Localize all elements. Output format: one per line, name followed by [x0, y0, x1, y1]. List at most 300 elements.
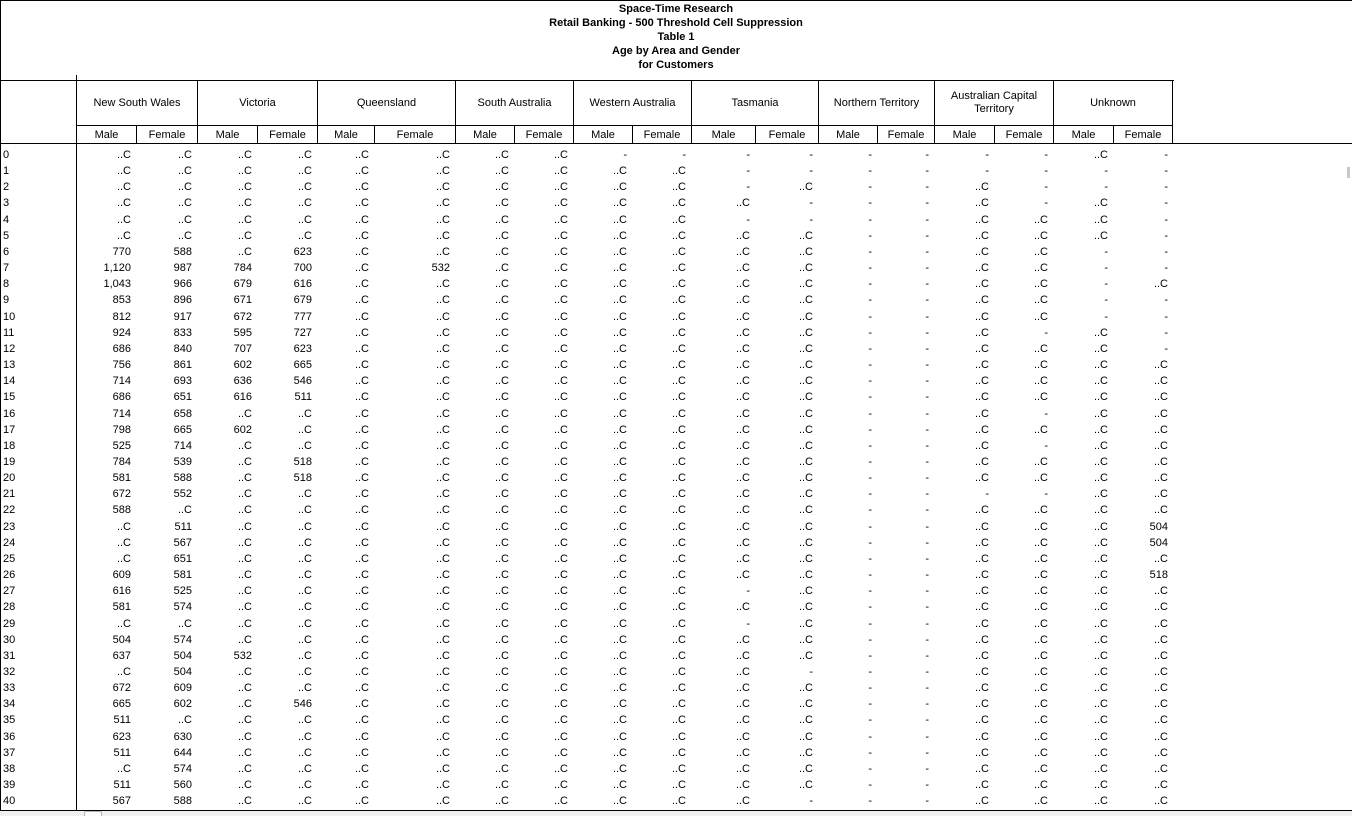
data-cell[interactable]: ..C [553, 633, 568, 646]
data-cell[interactable]: - [925, 746, 929, 759]
data-cell[interactable]: 679 [293, 294, 312, 307]
data-cell[interactable]: ..C [553, 649, 568, 662]
data-cell[interactable]: ..C [435, 504, 450, 517]
data-cell[interactable]: - [868, 762, 872, 775]
data-cell[interactable]: ..C [116, 213, 131, 226]
vertical-scrollbar-thumb[interactable] [1347, 167, 1350, 178]
data-cell[interactable]: 511 [113, 746, 131, 759]
data-cell[interactable]: ..C [553, 730, 568, 743]
data-cell[interactable]: - [925, 278, 929, 291]
data-cell[interactable]: ..C [553, 779, 568, 792]
data-cell[interactable]: ..C [116, 762, 131, 775]
data-cell[interactable]: ..C [798, 520, 813, 533]
data-cell[interactable]: ..C [494, 342, 509, 355]
data-cell[interactable]: - [925, 326, 929, 339]
data-cell[interactable]: ..C [1033, 633, 1048, 646]
data-cell[interactable]: 707 [233, 342, 252, 355]
data-cell[interactable]: ..C [237, 714, 252, 727]
data-cell[interactable]: 679 [233, 278, 252, 291]
data-cell[interactable]: ..C [435, 730, 450, 743]
data-cell[interactable]: ..C [435, 391, 450, 404]
age-row-label[interactable]: 0 [3, 149, 10, 161]
data-cell[interactable]: - [868, 149, 872, 161]
data-cell[interactable]: - [1164, 294, 1168, 307]
data-cell[interactable]: - [925, 762, 929, 775]
data-cell[interactable]: ..C [553, 536, 568, 549]
age-row-label[interactable]: 30 [3, 633, 16, 646]
age-row-label[interactable]: 7 [3, 262, 10, 275]
data-cell[interactable]: ..C [494, 245, 509, 258]
data-cell[interactable]: ..C [1093, 617, 1108, 630]
data-cell[interactable]: ..C [494, 213, 509, 226]
data-cell[interactable]: ..C [798, 746, 813, 759]
data-cell[interactable]: 574 [173, 762, 192, 775]
data-cell[interactable]: ..C [974, 795, 989, 808]
data-cell[interactable]: ..C [1033, 601, 1048, 614]
data-cell[interactable]: ..C [494, 229, 509, 242]
data-cell[interactable]: ..C [354, 423, 369, 436]
data-cell[interactable]: 560 [173, 779, 192, 792]
data-cell[interactable]: ..C [974, 359, 989, 372]
data-cell[interactable]: ..C [974, 649, 989, 662]
data-cell[interactable]: - [925, 423, 929, 436]
data-cell[interactable]: ..C [177, 149, 192, 161]
data-cell[interactable]: - [868, 472, 872, 485]
data-cell[interactable]: 609 [112, 569, 131, 582]
data-cell[interactable]: - [925, 391, 929, 404]
data-cell[interactable]: ..C [435, 197, 450, 210]
data-cell[interactable]: ..C [354, 746, 369, 759]
data-cell[interactable]: 546 [293, 375, 312, 388]
data-cell[interactable]: ..C [1033, 359, 1048, 372]
data-cell[interactable]: ..C [612, 520, 627, 533]
data-cell[interactable]: ..C [494, 455, 509, 468]
data-cell[interactable]: ..C [494, 294, 509, 307]
data-cell[interactable]: ..C [435, 552, 450, 565]
data-cell[interactable]: - [925, 359, 929, 372]
data-cell[interactable]: ..C [612, 310, 627, 323]
data-cell[interactable]: ..C [612, 197, 627, 210]
data-cell[interactable]: ..C [354, 552, 369, 565]
data-cell[interactable]: ..C [974, 762, 989, 775]
data-cell[interactable]: ..C [671, 165, 686, 178]
data-cell[interactable]: ..C [974, 617, 989, 630]
data-cell[interactable]: - [746, 165, 750, 178]
data-cell[interactable]: 693 [173, 375, 192, 388]
data-cell[interactable]: ..C [494, 197, 509, 210]
data-cell[interactable]: ..C [735, 326, 750, 339]
data-cell[interactable]: 896 [173, 294, 192, 307]
data-cell[interactable]: - [868, 213, 872, 226]
data-cell[interactable]: ..C [553, 326, 568, 339]
data-cell[interactable]: ..C [116, 666, 131, 678]
data-cell[interactable]: - [868, 455, 872, 468]
data-cell[interactable]: ..C [297, 682, 312, 695]
gender-header-cell[interactable]: Male [197, 126, 257, 144]
data-cell[interactable]: ..C [974, 245, 989, 258]
data-cell[interactable]: ..C [116, 536, 131, 549]
data-cell[interactable]: ..C [1093, 326, 1108, 339]
age-row-label[interactable]: 13 [3, 359, 16, 372]
data-cell[interactable]: ..C [798, 359, 813, 372]
data-cell[interactable]: ..C [671, 649, 686, 662]
data-cell[interactable]: ..C [553, 698, 568, 711]
data-cell[interactable]: - [1164, 229, 1168, 242]
data-cell[interactable]: ..C [1093, 666, 1108, 678]
data-cell[interactable]: ..C [798, 536, 813, 549]
data-cell[interactable]: ..C [237, 488, 252, 501]
data-cell[interactable]: 581 [112, 601, 131, 614]
data-cell[interactable]: ..C [1093, 698, 1108, 711]
data-cell[interactable]: 651 [173, 552, 192, 565]
data-cell[interactable]: ..C [237, 536, 252, 549]
data-cell[interactable]: ..C [435, 617, 450, 630]
data-cell[interactable]: 518 [293, 455, 312, 468]
data-cell[interactable]: ..C [1153, 504, 1168, 517]
data-cell[interactable]: ..C [1033, 342, 1048, 355]
data-cell[interactable]: ..C [671, 536, 686, 549]
data-cell[interactable]: - [925, 455, 929, 468]
age-row-label[interactable]: 27 [3, 585, 16, 598]
data-cell[interactable]: ..C [798, 762, 813, 775]
data-cell[interactable]: - [925, 795, 929, 808]
data-cell[interactable]: ..C [1153, 682, 1168, 695]
data-cell[interactable]: ..C [735, 342, 750, 355]
data-cell[interactable]: - [1044, 165, 1048, 178]
data-cell[interactable]: ..C [1153, 779, 1168, 792]
area-header-cell[interactable]: Tasmania [691, 81, 818, 125]
data-cell[interactable]: ..C [1153, 762, 1168, 775]
data-cell[interactable]: - [1044, 488, 1048, 501]
data-cell[interactable]: ..C [798, 375, 813, 388]
data-cell[interactable]: ..C [553, 601, 568, 614]
data-cell[interactable]: ..C [116, 197, 131, 210]
age-row-label[interactable]: 15 [3, 391, 16, 404]
data-cell[interactable]: ..C [735, 472, 750, 485]
data-cell[interactable]: ..C [671, 294, 686, 307]
age-row-label[interactable]: 6 [3, 245, 10, 258]
data-cell[interactable]: ..C [612, 682, 627, 695]
data-cell[interactable]: - [925, 342, 929, 355]
data-cell[interactable]: ..C [237, 795, 252, 808]
data-cell[interactable]: - [868, 666, 872, 678]
data-cell[interactable]: ..C [974, 229, 989, 242]
data-cell[interactable]: ..C [1093, 391, 1108, 404]
data-cell[interactable]: 588 [112, 504, 131, 517]
data-cell[interactable]: ..C [798, 779, 813, 792]
data-cell[interactable]: 727 [293, 326, 312, 339]
data-cell[interactable]: ..C [1153, 746, 1168, 759]
data-cell[interactable]: - [868, 488, 872, 501]
data-cell[interactable]: ..C [177, 229, 192, 242]
data-cell[interactable]: ..C [553, 714, 568, 727]
data-cell[interactable]: - [868, 342, 872, 355]
data-cell[interactable]: ..C [435, 165, 450, 178]
data-cell[interactable]: ..C [612, 439, 627, 452]
data-cell[interactable]: ..C [494, 520, 509, 533]
data-cell[interactable]: - [1164, 310, 1168, 323]
data-cell[interactable]: ..C [1093, 601, 1108, 614]
age-row-label[interactable]: 26 [3, 569, 16, 582]
data-cell[interactable]: ..C [435, 649, 450, 662]
data-cell[interactable]: ..C [553, 520, 568, 533]
data-cell[interactable]: ..C [494, 391, 509, 404]
area-header-cell[interactable]: Western Australia [573, 81, 691, 125]
data-cell[interactable]: ..C [494, 149, 509, 161]
data-cell[interactable]: ..C [297, 795, 312, 808]
data-cell[interactable]: ..C [612, 730, 627, 743]
data-cell[interactable]: ..C [435, 779, 450, 792]
data-cell[interactable]: ..C [612, 552, 627, 565]
data-cell[interactable]: ..C [354, 666, 369, 678]
data-cell[interactable]: ..C [671, 423, 686, 436]
data-cell[interactable]: ..C [1033, 746, 1048, 759]
data-cell[interactable]: 567 [173, 536, 192, 549]
data-cell[interactable]: ..C [671, 375, 686, 388]
data-cell[interactable]: ..C [974, 730, 989, 743]
data-cell[interactable]: - [925, 585, 929, 598]
age-row-label[interactable]: 28 [3, 601, 16, 614]
data-cell[interactable]: ..C [735, 359, 750, 372]
data-cell[interactable]: ..C [435, 294, 450, 307]
data-cell[interactable]: ..C [1033, 229, 1048, 242]
data-cell[interactable]: ..C [612, 213, 627, 226]
data-cell[interactable]: ..C [1033, 617, 1048, 630]
data-cell[interactable]: ..C [494, 633, 509, 646]
data-cell[interactable]: 784 [112, 455, 131, 468]
data-cell[interactable]: ..C [1153, 439, 1168, 452]
age-row-label[interactable]: 4 [3, 213, 10, 226]
data-cell[interactable]: ..C [974, 197, 989, 210]
gender-header-cell[interactable]: Male [76, 126, 136, 144]
data-cell[interactable]: ..C [435, 342, 450, 355]
data-cell[interactable]: ..C [671, 504, 686, 517]
gender-header-cell[interactable]: Female [514, 126, 573, 144]
data-cell[interactable]: ..C [798, 682, 813, 695]
data-cell[interactable]: ..C [735, 294, 750, 307]
data-cell[interactable]: ..C [553, 682, 568, 695]
data-cell[interactable]: ..C [237, 407, 252, 420]
data-cell[interactable]: 504 [112, 633, 131, 646]
data-cell[interactable]: ..C [297, 197, 312, 210]
data-cell[interactable]: - [925, 552, 929, 565]
data-cell[interactable]: ..C [494, 278, 509, 291]
data-cell[interactable]: ..C [1153, 698, 1168, 711]
data-cell[interactable]: ..C [297, 488, 312, 501]
data-cell[interactable]: ..C [494, 423, 509, 436]
data-cell[interactable]: ..C [1093, 682, 1108, 695]
data-cell[interactable]: ..C [1153, 423, 1168, 436]
data-cell[interactable]: ..C [671, 779, 686, 792]
data-cell[interactable]: ..C [612, 326, 627, 339]
data-cell[interactable]: 609 [173, 682, 192, 695]
data-cell[interactable]: ..C [494, 472, 509, 485]
data-cell[interactable]: ..C [735, 552, 750, 565]
data-cell[interactable]: ..C [237, 569, 252, 582]
data-cell[interactable]: ..C [494, 666, 509, 678]
area-header-cell[interactable]: Australian Capital Territory [934, 81, 1053, 125]
data-cell[interactable]: 917 [173, 310, 192, 323]
data-cell[interactable]: ..C [974, 439, 989, 452]
data-cell[interactable]: ..C [354, 375, 369, 388]
data-cell[interactable]: ..C [494, 262, 509, 275]
data-cell[interactable]: ..C [494, 326, 509, 339]
data-cell[interactable]: ..C [612, 569, 627, 582]
age-row-label[interactable]: 1 [3, 165, 10, 178]
data-cell[interactable]: ..C [177, 213, 192, 226]
age-row-label[interactable]: 34 [3, 698, 16, 711]
data-cell[interactable]: ..C [612, 375, 627, 388]
data-cell[interactable]: ..C [297, 165, 312, 178]
data-cell[interactable]: ..C [297, 520, 312, 533]
data-cell[interactable]: 546 [293, 698, 312, 711]
data-cell[interactable]: ..C [237, 181, 252, 194]
data-cell[interactable]: ..C [798, 423, 813, 436]
data-cell[interactable]: ..C [435, 213, 450, 226]
data-cell[interactable]: ..C [237, 552, 252, 565]
data-cell[interactable]: ..C [494, 375, 509, 388]
data-cell[interactable]: - [1164, 165, 1168, 178]
data-cell[interactable]: - [868, 197, 872, 210]
age-row-label[interactable]: 38 [3, 762, 16, 775]
data-cell[interactable]: - [868, 698, 872, 711]
data-cell[interactable]: ..C [735, 633, 750, 646]
data-cell[interactable]: ..C [798, 552, 813, 565]
data-cell[interactable]: ..C [354, 472, 369, 485]
data-cell[interactable]: - [868, 779, 872, 792]
data-cell[interactable]: ..C [671, 746, 686, 759]
data-cell[interactable]: ..C [553, 552, 568, 565]
data-cell[interactable]: ..C [553, 197, 568, 210]
data-cell[interactable]: ..C [671, 229, 686, 242]
data-cell[interactable]: ..C [553, 342, 568, 355]
age-row-label[interactable]: 19 [3, 455, 16, 468]
data-cell[interactable]: - [925, 472, 929, 485]
data-cell[interactable]: ..C [612, 278, 627, 291]
data-cell[interactable]: ..C [1153, 407, 1168, 420]
gender-header-cell[interactable]: Male [934, 126, 994, 144]
data-cell[interactable]: ..C [798, 294, 813, 307]
data-cell[interactable]: - [868, 407, 872, 420]
data-cell[interactable]: ..C [612, 455, 627, 468]
data-cell[interactable]: ..C [1093, 746, 1108, 759]
data-cell[interactable]: ..C [177, 197, 192, 210]
data-cell[interactable]: ..C [553, 585, 568, 598]
data-cell[interactable]: ..C [798, 439, 813, 452]
data-cell[interactable]: ..C [735, 197, 750, 210]
data-cell[interactable]: 581 [112, 472, 131, 485]
data-cell[interactable]: ..C [237, 504, 252, 517]
data-cell[interactable]: ..C [494, 795, 509, 808]
data-cell[interactable]: ..C [612, 795, 627, 808]
data-cell[interactable]: ..C [1033, 779, 1048, 792]
data-cell[interactable]: - [925, 165, 929, 178]
data-cell[interactable]: ..C [435, 762, 450, 775]
data-cell[interactable]: ..C [237, 245, 252, 258]
data-cell[interactable]: 812 [112, 310, 131, 323]
data-cell[interactable]: ..C [974, 181, 989, 194]
data-cell[interactable]: ..C [435, 795, 450, 808]
data-cell[interactable]: ..C [297, 552, 312, 565]
data-cell[interactable]: ..C [494, 585, 509, 598]
data-cell[interactable]: - [925, 601, 929, 614]
data-cell[interactable]: ..C [612, 488, 627, 501]
data-cell[interactable]: ..C [553, 488, 568, 501]
data-cell[interactable]: ..C [1093, 649, 1108, 662]
data-cell[interactable]: ..C [735, 278, 750, 291]
data-cell[interactable]: ..C [354, 762, 369, 775]
data-cell[interactable]: ..C [671, 310, 686, 323]
data-cell[interactable]: ..C [1033, 504, 1048, 517]
data-cell[interactable]: ..C [116, 617, 131, 630]
data-cell[interactable]: 602 [233, 359, 252, 372]
data-cell[interactable]: 665 [293, 359, 312, 372]
data-cell[interactable]: - [868, 617, 872, 630]
data-cell[interactable]: ..C [1033, 569, 1048, 582]
data-cell[interactable]: ..C [494, 762, 509, 775]
data-cell[interactable]: ..C [237, 165, 252, 178]
data-cell[interactable]: 588 [173, 795, 192, 808]
age-row-label[interactable]: 18 [3, 439, 16, 452]
data-cell[interactable]: ..C [974, 633, 989, 646]
data-cell[interactable]: ..C [671, 359, 686, 372]
data-cell[interactable]: ..C [735, 795, 750, 808]
data-cell[interactable]: ..C [354, 213, 369, 226]
data-cell[interactable]: ..C [735, 504, 750, 517]
data-cell[interactable]: ..C [435, 375, 450, 388]
data-cell[interactable]: ..C [435, 149, 450, 161]
data-cell[interactable]: ..C [553, 278, 568, 291]
data-cell[interactable]: - [809, 197, 813, 210]
data-cell[interactable]: 623 [293, 342, 312, 355]
age-row-label[interactable]: 32 [3, 666, 16, 678]
data-cell[interactable]: - [1164, 181, 1168, 194]
age-row-label[interactable]: 17 [3, 423, 16, 436]
data-cell[interactable]: ..C [494, 165, 509, 178]
data-cell[interactable]: - [868, 310, 872, 323]
data-cell[interactable]: 714 [173, 439, 192, 452]
age-row-label[interactable]: 16 [3, 407, 16, 420]
data-cell[interactable]: 665 [112, 698, 131, 711]
data-cell[interactable]: 539 [173, 455, 192, 468]
data-cell[interactable]: ..C [297, 439, 312, 452]
data-cell[interactable]: ..C [354, 795, 369, 808]
age-row-label[interactable]: 20 [3, 472, 16, 485]
data-cell[interactable]: ..C [1033, 649, 1048, 662]
data-cell[interactable]: - [925, 375, 929, 388]
gender-header-cell[interactable]: Female [755, 126, 818, 144]
data-cell[interactable]: - [1164, 149, 1168, 161]
data-cell[interactable]: ..C [974, 536, 989, 549]
data-cell[interactable]: 504 [1149, 536, 1168, 549]
data-cell[interactable]: - [868, 552, 872, 565]
data-cell[interactable]: ..C [612, 294, 627, 307]
data-cell[interactable]: ..C [1093, 569, 1108, 582]
data-cell[interactable]: - [868, 601, 872, 614]
data-cell[interactable]: ..C [1033, 455, 1048, 468]
data-cell[interactable]: ..C [798, 245, 813, 258]
data-cell[interactable]: ..C [974, 569, 989, 582]
data-cell[interactable]: ..C [297, 746, 312, 759]
data-cell[interactable]: ..C [735, 682, 750, 695]
data-cell[interactable]: 532 [431, 262, 450, 275]
data-cell[interactable]: ..C [237, 779, 252, 792]
gender-header-cell[interactable]: Female [877, 126, 934, 144]
data-cell[interactable]: - [925, 520, 929, 533]
data-cell[interactable]: ..C [297, 181, 312, 194]
data-cell[interactable]: ..C [735, 229, 750, 242]
area-header-cell[interactable]: New South Wales [76, 81, 197, 125]
